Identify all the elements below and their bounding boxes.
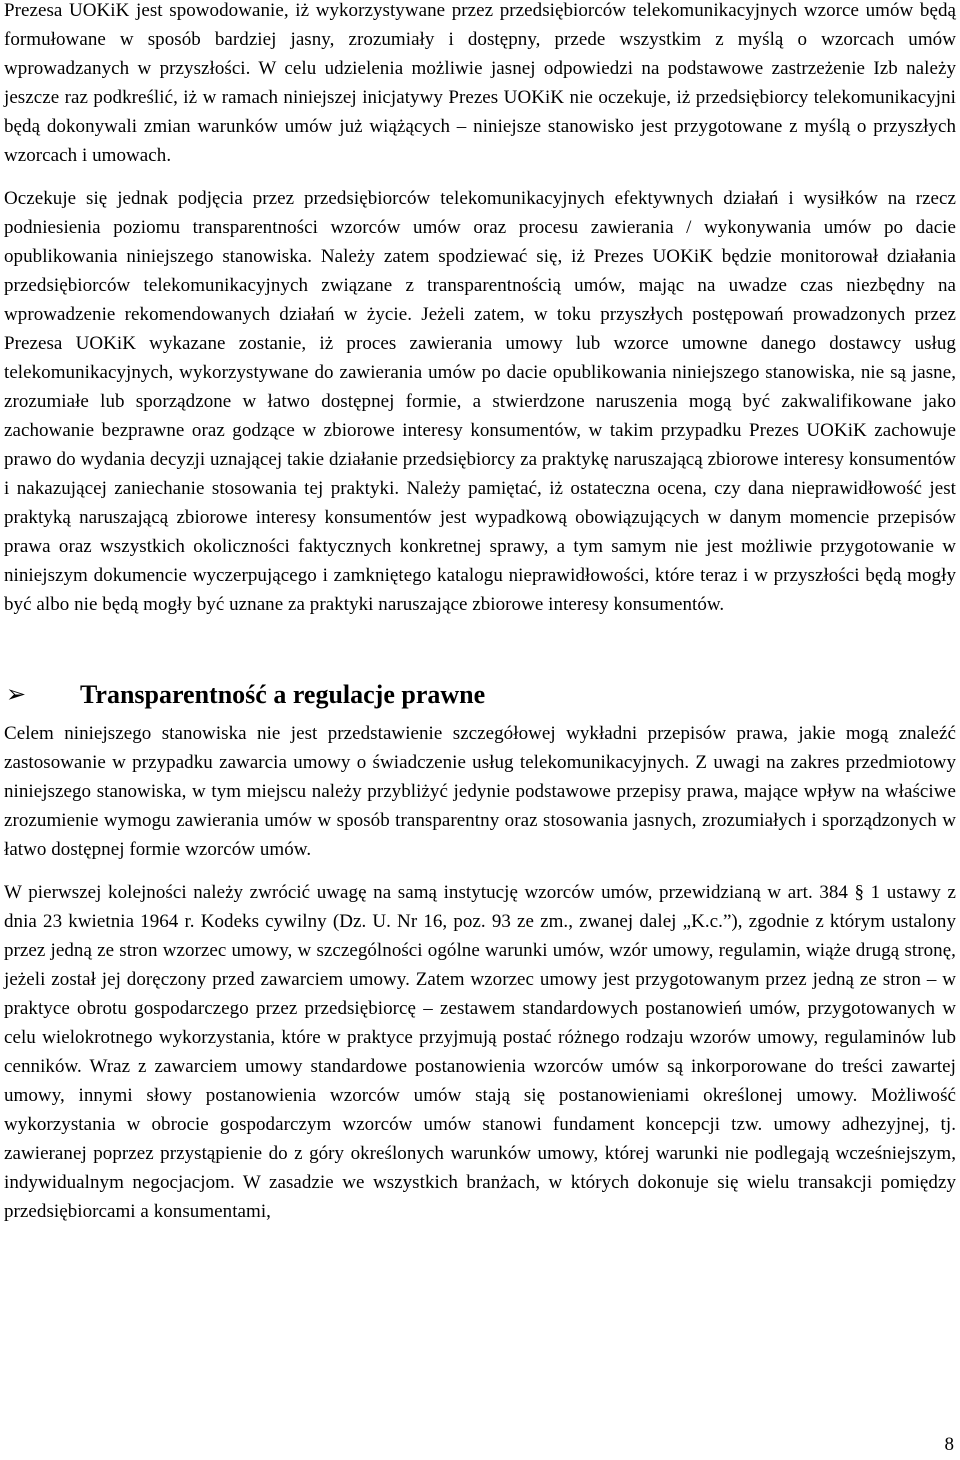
section-heading [4, 675, 956, 715]
section-heading-text: Transparentność a regulacje prawne [80, 680, 486, 709]
paragraph-3: Celem niniejszego stanowiska nie jest przedstawienie szczegółowej wykładni przepisów prawa, jakie mogą znaleźć zastosowanie w przypadku zawarcia umowy o świadczenie usług telekomunikacyjnych. Z uwagi na zakres przedmiotowy niniejszego stanowiska, w tym miejscu należy przybliżyć jedynie podstawowe przepisy prawa, mające wpływ na właściwe zrozumienie wymogu zawierania umów w sposób transparentny oraz stosowania jasnych, zrozumiałych i sporządzonych w łatwo dostępnej formie wzorców umów. [4, 723, 956, 860]
document-page [4, 0, 956, 1226]
page-number: 8 [944, 1434, 954, 1455]
arrowhead-bullet-icon: ➢ [6, 682, 27, 708]
paragraph-4: W pierwszej kolejności należy zwrócić uwagę na samą instytucję wzorców umów, przewidzianą w art. 384 § 1 ustawy z dnia 23 kwietnia 1964 r. Kodeks cywilny (Dz. U. Nr 16, poz. 93 ze zm., zwanej dalej „K.c.”), zgodnie z którym ustalony przez jedną ze stron wzorzec umowy, w szczególności ogólne warunki umów, wzór umowy, regulamin, wiąże drugą stronę, jeżeli został jej doręczony przed zawarciem umowy. Zatem wzorzec umowy jest przygotowanym przez jedną ze stron – w praktyce obrotu gospodarczego przez przedsiębiorcę – zestawem standardowych postanowień umów, przygotowanych w celu wielokrotnego wykorzystania, które w praktyce przyjmują postać różnego rodzaju wzorów umowy, regulaminów lub cenników. Wraz z zawarciem umowy standardowe postanowienia wzorców umów są inkorporowane do treści zawartej umowy, innymi słowy postanowienia wzorców umów stają się postanowieniami określonej umowy. Możliwość wykorzystania w obrocie gospodarczym wzorców umów stanowi fundament koncepcji tzw. umowy adhezyjnej, tj. zawieranej poprzez przystąpienie do z góry określonych warunków umowy, której warunki nie podlegają wcześniejszym, indywidualnym negocjacjom. W zasadzie we wszystkich branżach, w których dokonuje się wielu transakcji pomiędzy przedsiębiorcami a konsumentami, [4, 882, 956, 1222]
paragraph-2: Oczekuje się jednak podjęcia przez przedsiębiorców telekomunikacyjnych efektywnych działań i wysiłków na rzecz podniesienia poziomu transparentności wzorców umów oraz procesu zawierania / wykonywania umów po dacie opublikowania niniejszego stanowiska. Należy zatem spodziewać się, iż Prezes UOKiK będzie monitorował działania przedsiębiorców telekomunikacyjnych związane z transparentnością umów, mając na uwadze czas niezbędny na wprowadzenie rekomendowanych działań w życie. Jeżeli zatem, w toku przyszłych postępowań prowadzonych przez Prezesa UOKiK wykazane zostanie, iż proces zawierania umowy lub wzorce umowne danego dostawcy usług telekomunikacyjnych, wykorzystywane do zawierania umów po dacie opublikowania niniejszego stanowiska, nie są jasne, zrozumiałe lub sporządzone w łatwo dostępnej formie, a stwierdzone naruszenia mogą być zakwalifikowane jako zachowanie bezprawne oraz godzące w zbiorowe interesy konsumentów, w takim przypadku Prezes UOKiK zachowuje prawo do wydania decyzji uznającej takie działanie przedsiębiorcy za praktykę naruszającą zbiorowe interesy konsumentów i nakazującej zaniechanie stosowania tej praktyki. Należy pamiętać, iż ostateczna ocena, czy dana nieprawidłowość jest praktyką naruszającą zbiorowe interesy konsumentów jest wypadkową obowiązujących w danym momencie przepisów prawa oraz wszystkich okoliczności faktycznych konkretnej sprawy, a tym samym nie jest możliwie przygotowanie w niniejszym dokumencie wyczerpującego i zamkniętego katalogu nieprawidłowości, które teraz i w przyszłości będą mogły być albo nie będą mogły być uznane za praktyki naruszające zbiorowe interesy konsumentów. [4, 188, 956, 615]
paragraph-1: Prezesa UOKiK jest spowodowanie, iż wykorzystywane przez przedsiębiorców telekomunikacyjnych wzorce umów będą formułowane w sposób bardziej jasny, zrozumiały i dostępny, przede wszystkim z myślą o wzorcach umów wprowadzanych w przyszłości. W celu udzielenia możliwie jasnej odpowiedzi na podstawowe zastrzeżenie Izb należy jeszcze raz podkreślić, iż w ramach niniejszej inicjatywy Prezes UOKiK nie oczekuje, iż przedsiębiorcy telekomunikacyjni będą dokonywali zmian warunków umów już wiążących – niniejsze stanowisko jest przygotowane z myślą o przyszłych wzorcach i umowach. [4, 0, 956, 166]
